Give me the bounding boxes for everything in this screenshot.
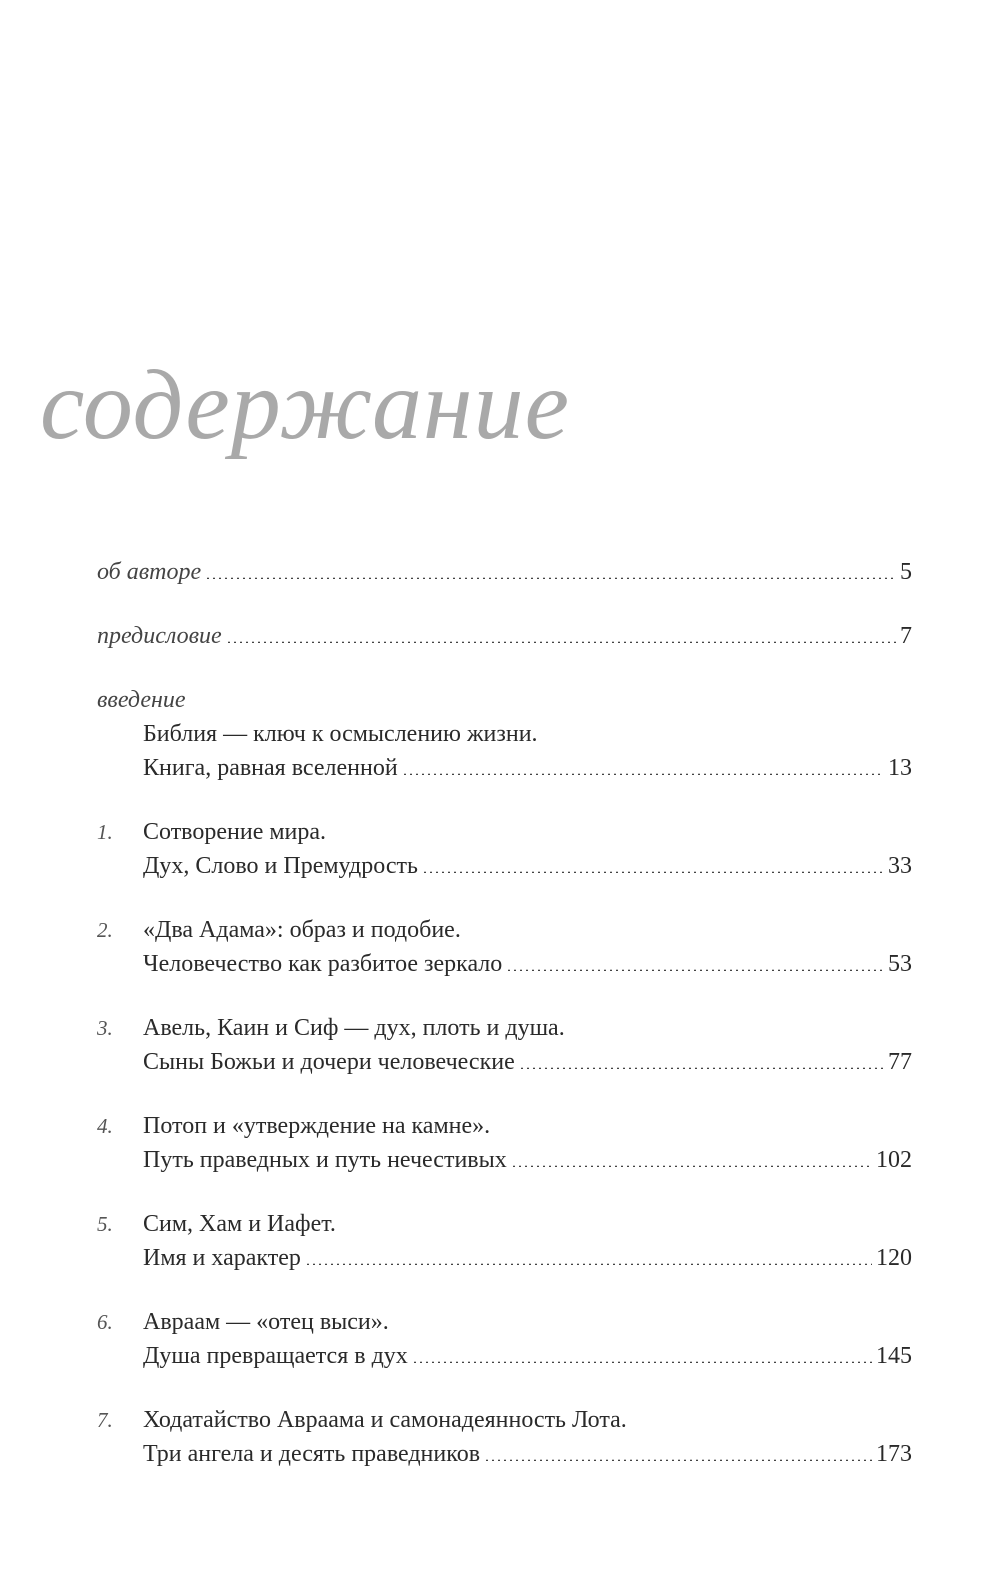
toc-entry-chapter	[97, 913, 912, 981]
dot-leader	[506, 969, 884, 971]
entry-label: предисловие	[97, 623, 222, 649]
toc-entry-chapter	[97, 815, 912, 883]
chapter-number: 1.	[97, 820, 113, 844]
toc-entry-chapter	[97, 1305, 912, 1373]
entry-title: Авель, Каин и Сиф — дух, плоть и душа.	[143, 1015, 565, 1041]
entry-label: об авторе	[97, 559, 202, 585]
dot-leader	[484, 1459, 872, 1461]
table-of-contents	[97, 555, 912, 1501]
toc-entry-about-author	[97, 555, 912, 589]
entry-title: Сотворение мира.	[143, 819, 327, 845]
page-number: 5	[900, 559, 912, 585]
page-title: содержание	[40, 349, 570, 460]
page-number: 33	[888, 853, 912, 879]
entry-subtitle: Человечество как разбитое зеркало	[143, 951, 503, 977]
entry-title: Библия — ключ к осмыслению жизни.	[143, 721, 538, 747]
page-number: 13	[888, 755, 912, 781]
chapter-number: 6.	[97, 1310, 113, 1334]
toc-entry-chapter	[97, 1109, 912, 1177]
entry-label: введение	[97, 687, 186, 713]
dot-leader	[402, 773, 884, 775]
entry-subtitle: Дух, Слово и Премудрость	[143, 853, 418, 879]
chapter-number: 7.	[97, 1408, 113, 1432]
chapter-number: 4.	[97, 1114, 113, 1138]
page-number: 145	[876, 1343, 912, 1369]
entry-subtitle: Путь праведных и путь нечестивых	[143, 1147, 507, 1173]
page-number: 7	[900, 623, 912, 649]
page-number: 120	[876, 1245, 912, 1271]
page-number: 102	[876, 1147, 912, 1173]
dot-leader	[412, 1361, 872, 1363]
toc-entry-preface	[97, 619, 912, 653]
page-number: 77	[888, 1049, 912, 1075]
entry-subtitle: Книга, равная вселенной	[143, 755, 398, 781]
page-number: 173	[876, 1441, 912, 1467]
entry-title: Сим, Хам и Иафет.	[143, 1211, 336, 1237]
toc-entry-chapter	[97, 1207, 912, 1275]
dot-leader	[226, 641, 896, 643]
entry-subtitle: Сыны Божьи и дочери человеческие	[143, 1049, 515, 1075]
chapter-number: 5.	[97, 1212, 113, 1236]
toc-entry-intro	[97, 683, 912, 785]
chapter-number: 3.	[97, 1016, 113, 1040]
page-number: 53	[888, 951, 912, 977]
dot-leader	[205, 577, 896, 579]
entry-title: Авраам — «отец выси».	[143, 1309, 389, 1335]
dot-leader	[519, 1067, 884, 1069]
toc-entry-chapter	[97, 1011, 912, 1079]
entry-title: Потоп и «утверждение на камне».	[143, 1113, 491, 1139]
dot-leader	[422, 871, 884, 873]
entry-subtitle: Три ангела и десять праведников	[143, 1441, 481, 1467]
dot-leader	[305, 1263, 872, 1265]
entry-title: «Два Адама»: образ и подобие.	[143, 917, 461, 943]
chapter-number: 2.	[97, 918, 113, 942]
toc-entry-chapter	[97, 1403, 912, 1471]
dot-leader	[511, 1165, 872, 1167]
entry-subtitle: Душа превращается в дух	[143, 1343, 408, 1369]
entry-title: Ходатайство Авраама и самонадеянность Лота.	[143, 1407, 627, 1433]
entry-subtitle: Имя и характер	[143, 1245, 301, 1271]
